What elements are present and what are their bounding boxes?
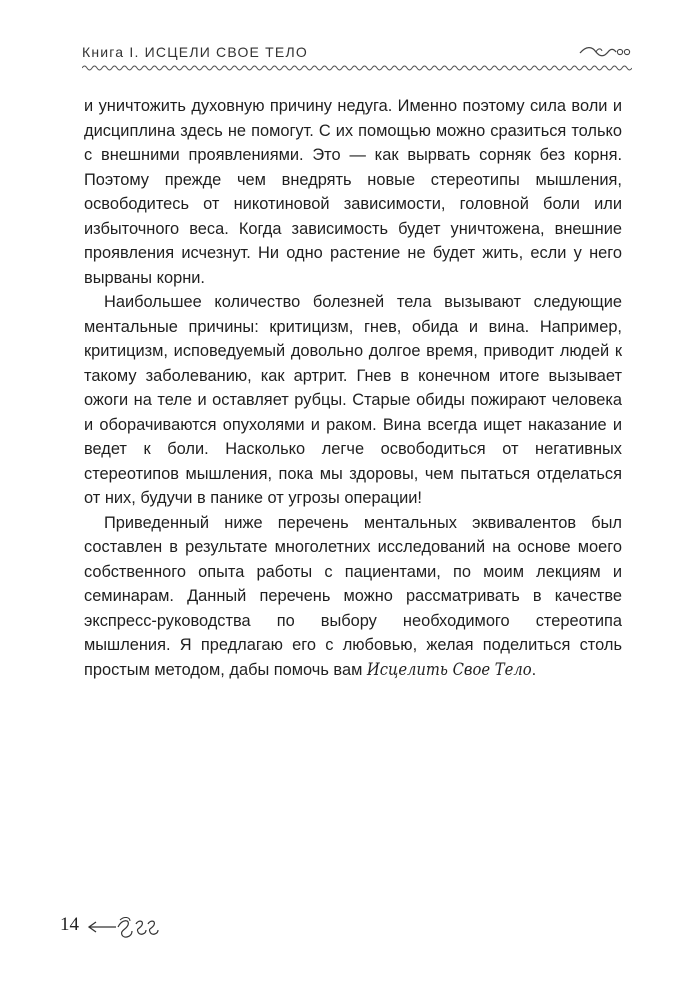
body-text	[84, 94, 622, 682]
paragraph-3-end: .	[531, 660, 537, 679]
paragraph-2: Наибольшее количество болезней тела вызывают следующие ментальные причины: критицизм, гнев, обида и вина. Например, критицизм, исповедуемый довольно долгое время, приводит людей к такому заболеванию, как артрит. Гнев в конечном итоге вызывает ожоги на теле и оставляет рубцы. Старые обиды пожирают человека и оборачиваются опухолями и раком. Вина всегда ищет наказание и ведет к боли. Насколько легче освободиться от негативных стереотипов мышления, пока мы здоровы, чем пытаться отделаться от них, будучи в панике от угрозы операции!	[84, 293, 622, 507]
paragraph-1: и уничтожить духовную причину недуга. Именно поэтому сила воли и дисциплина здесь не помогут. С их помощью можно сразиться только с внешними проявлениями. Это — как вырвать сорняк без корня. Поэтому прежде чем внедрять новые стереотипы мышления, освободитесь от никотиновой зависимости, головной боли или избыточного веса. Когда зависимость будет уничтожена, внешние проявления исчезнут. Ни одно растение не будет жить, если у него вырваны корни.	[84, 97, 622, 287]
running-header-title: Книга I. ИСЦЕЛИ СВОЕ ТЕЛО	[82, 44, 308, 60]
paragraph-3	[84, 511, 622, 683]
page-number: 14	[60, 914, 79, 935]
header-divider	[82, 64, 632, 72]
flourish-icon	[578, 42, 632, 62]
running-header	[82, 44, 632, 68]
page-footer	[60, 912, 180, 942]
book-title-script: Исцелить Свое Тело	[366, 659, 532, 679]
paragraph-3-text: Приведенный ниже перечень ментальных эквивалентов был составлен в результате многолетних исследований на основе моего собственного опыта работы с пациентами, по моим лекциям и семинарам. Данный перечень можно рассматривать в качестве экспресс-руководства по выбору необходимого стереотипа мышления. Я предлагаю его с любовью, желая поделиться столь простым методом, дабы помочь вам	[84, 513, 622, 679]
arrow-flourish-icon	[84, 912, 164, 940]
